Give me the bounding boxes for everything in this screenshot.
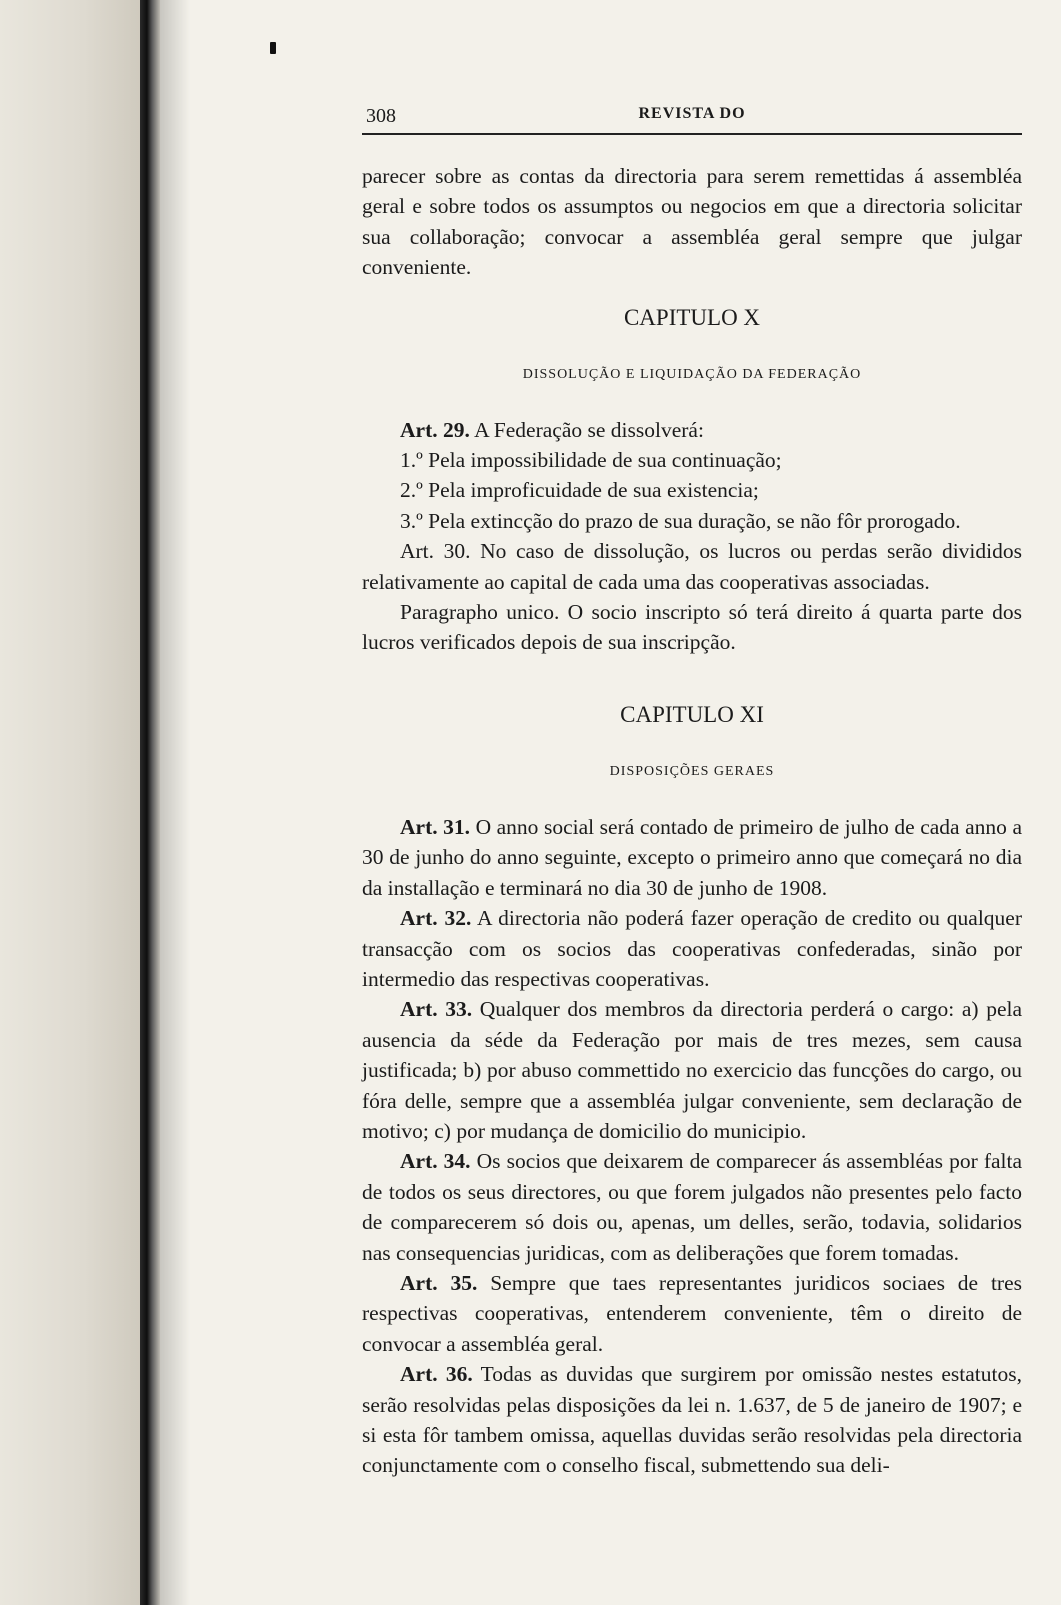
article-31 [362, 812, 1022, 903]
article-text: No caso de dissolução, os lucros ou perdas serão divididos relativamente ao capital de cada uma das cooperativas associadas. [362, 539, 1022, 594]
article-label: Art. 31. [400, 814, 471, 839]
article-text: Qualquer dos membros da directoria perderá o cargo: a) pela ausencia da séde da Federação por mais de tres mezes, sem causa justificada; b) por abuso commettido no exercicio das funcções do cargo, ou fóra delle, sempre que a assembléa julgar conveniente, sem declaração de motivo; c) por mudança de domicilio do municipio. [362, 997, 1023, 1143]
ink-mark [270, 42, 276, 54]
article-34 [362, 1146, 1022, 1268]
list-item: 3.º Pela extincção do prazo de sua duração, se não fôr prorogado. [400, 508, 961, 533]
page-number: 308 [366, 105, 396, 127]
section-heading-dissolucao: DISSOLUÇÃO E LIQUIDAÇÃO DA FEDERAÇÃO [522, 366, 862, 382]
scan-gutter [0, 0, 140, 1605]
article-text: O anno social será contado de primeiro de julho de cada anno a 30 de junho do anno seguinte, excepto o primeiro anno que começará no dia da installação e terminará no dia 30 de junho de 1908. [362, 814, 1023, 900]
article-text: A Federação se dissolverá: [474, 417, 704, 442]
article-text: Os socios que deixarem de comparecer ás assembléas por falta de todos os seus directores, ou que forem julgados não presentes pelo facto de comparecerem só dois ou, apenas, um delles, serão, todavia, solidarios nas consequencias juridicas, com as deliberações que forem tomadas. [362, 1149, 1023, 1265]
article-label: Art. 33. [400, 997, 473, 1022]
chapter-heading-xi: CAPITULO XI [620, 701, 764, 727]
running-head [362, 95, 1022, 135]
article-text: Sempre que taes representantes juridicos sociaes de tres respectivas cooperativas, entenderem conveniente, têm o direito de convocar a assembléa geral. [362, 1270, 1022, 1356]
article-label: Art. 32. [400, 906, 472, 931]
article-35 [362, 1268, 1022, 1359]
section-heading-disposicoes: DISPOSIÇÕES GERAES [609, 763, 775, 779]
article-36 [362, 1359, 1022, 1481]
paragraph-continuation: parecer sobre as contas da directoria para serem remettidas á assembléa geral e sobre todos os assumptos ou negocios em que a directoria solicitar sua collaboração; convocar a assembléa geral sempre que julgar conveniente. [362, 164, 1022, 280]
book-binding [140, 0, 160, 1605]
article-label: Art. 30. [400, 539, 471, 564]
chapter-heading-x: CAPITULO X [623, 304, 761, 330]
article-label: Art. 36. [400, 1362, 473, 1387]
list-item: 2.º Pela improficuidade de sua existencia; [400, 478, 759, 503]
article-text: A directoria não poderá fazer operação de credito ou qualquer transacção com os socios das cooperativas confederadas, sinão por intermedio das respectivas cooperativas. [362, 906, 1022, 991]
body-text [362, 161, 1022, 1481]
binding-shadow [160, 0, 190, 1605]
article-label: Art. 34. [400, 1149, 471, 1174]
article-label: Art. 35. [400, 1270, 478, 1295]
article-33 [362, 994, 1022, 1146]
article-29 [362, 415, 1022, 445]
article-label: Art. 29. [400, 417, 470, 442]
article-text: Todas as duvidas que surgirem por omissão nestes estatutos, serão resolvidas pelas disposições da lei n. 1.637, de 5 de janeiro de 1907; e si esta fôr tambem omissa, aquellas duvidas serão resolvidas pela directoria conjunctamente com o conselho fiscal, submettendo sua deli- [362, 1362, 1022, 1478]
article-32 [362, 903, 1022, 994]
page [362, 95, 1022, 1481]
journal-title: REVISTA DO [638, 105, 746, 122]
article-30 [362, 536, 1022, 597]
list-item: 1.º Pela impossibilidade de sua continuação; [400, 448, 782, 473]
paragrapho-unico: Paragrapho unico. O socio inscripto só terá direito á quarta parte dos lucros verificados depois de sua inscripção. [362, 600, 1022, 655]
